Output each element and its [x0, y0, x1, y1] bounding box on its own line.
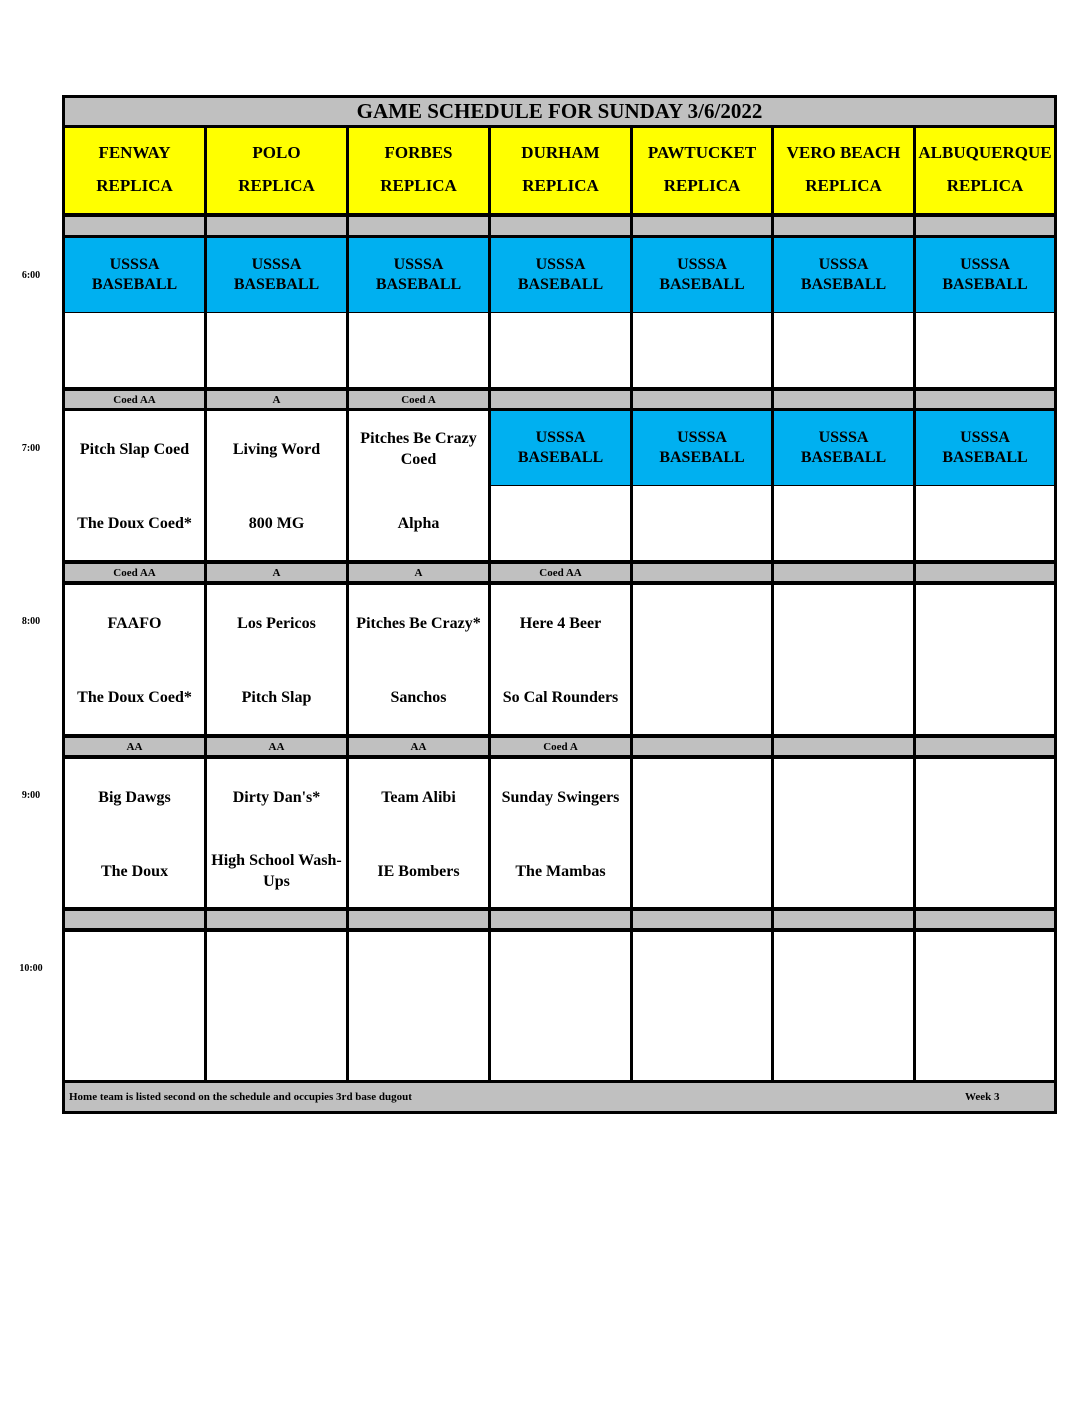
division-text: A: [272, 566, 281, 579]
team-name: FAAFO: [107, 614, 162, 632]
usssa-line: BASEBALL: [375, 276, 462, 293]
team-name: Living Word: [232, 440, 321, 458]
usssa-block: [491, 411, 630, 485]
division-label: [349, 911, 488, 928]
usssa-line: BASEBALL: [517, 449, 604, 466]
team-name: Pitches Be Crazy*: [356, 614, 481, 632]
team-name: Pitch Slap Coed: [79, 440, 190, 458]
usssa-block: [774, 411, 913, 485]
field-name: DURHAM: [521, 143, 600, 162]
home-team: [349, 661, 488, 734]
field-name: PAWTUCKET: [647, 143, 757, 162]
empty-slot: [774, 759, 913, 907]
empty-slot: [491, 932, 630, 1080]
usssa-line: BASEBALL: [659, 276, 745, 293]
field-name: FENWAY: [98, 143, 171, 162]
team-name: High School Wash-Ups: [211, 852, 342, 890]
usssa-line: USSSA: [251, 256, 302, 273]
division-label: [774, 391, 913, 408]
field-header: [349, 128, 488, 213]
empty-slot: [633, 932, 771, 1080]
team-name: The Doux: [100, 862, 169, 880]
empty-slot: [207, 313, 346, 387]
division-label: [774, 911, 913, 928]
division-label: [65, 217, 204, 235]
team-name: So Cal Rounders: [502, 689, 619, 706]
division-label: [774, 564, 913, 581]
field-header: [633, 128, 771, 213]
division-label: [349, 217, 488, 235]
division-text: Coed A: [543, 740, 578, 753]
division-text: AA: [126, 740, 143, 753]
usssa-block: [774, 238, 913, 312]
team-name: Big Dawgs: [98, 788, 171, 806]
division-text: Coed AA: [113, 393, 156, 406]
usssa-block: [65, 238, 204, 312]
home-team: [65, 835, 204, 907]
division-label: [633, 391, 771, 408]
away-team: [349, 759, 488, 835]
field-type: REPLICA: [238, 176, 315, 195]
division-label: [491, 738, 630, 755]
field-type: REPLICA: [805, 176, 882, 195]
usssa-line: USSSA: [960, 256, 1010, 273]
division-text: A: [272, 393, 281, 406]
empty-slot: [774, 486, 913, 560]
division-text: A: [414, 566, 423, 579]
usssa-line: USSSA: [535, 256, 586, 273]
empty-slot: [633, 759, 771, 907]
empty-slot: [207, 932, 346, 1080]
division-label: [491, 391, 630, 408]
empty-slot: [65, 932, 204, 1080]
empty-slot: [633, 486, 771, 560]
division-label: [633, 217, 771, 235]
usssa-line: USSSA: [109, 256, 160, 273]
empty-slot: [916, 313, 1054, 387]
division-label: [491, 911, 630, 928]
time-label: 10:00: [19, 963, 43, 974]
home-team: [207, 661, 346, 734]
field-header: [207, 128, 346, 213]
empty-slot: [774, 313, 913, 387]
division-label: [207, 217, 346, 235]
usssa-block: [633, 411, 771, 485]
empty-slot: [65, 313, 204, 387]
division-label: [207, 391, 346, 408]
field-type: REPLICA: [946, 176, 1024, 195]
usssa-line: USSSA: [677, 429, 727, 446]
usssa-line: BASEBALL: [800, 276, 887, 293]
division-label: [349, 564, 488, 581]
usssa-line: BASEBALL: [91, 276, 178, 293]
field-type: REPLICA: [663, 176, 741, 195]
away-team: [65, 585, 204, 661]
away-team: [491, 759, 630, 835]
empty-slot: [633, 585, 771, 734]
team-name: Pitch Slap: [241, 689, 312, 706]
team-name: Dirty Dan's*: [232, 788, 321, 806]
home-team: [207, 487, 346, 560]
division-label: [65, 911, 204, 928]
away-team: [65, 411, 204, 487]
empty-slot: [349, 313, 488, 387]
team-name: The Mambas: [515, 862, 606, 880]
field-type: REPLICA: [522, 176, 599, 195]
schedule-title: GAME SCHEDULE FOR SUNDAY 3/6/2022: [65, 98, 1054, 125]
team-name: Alpha: [397, 515, 440, 532]
field-header: [774, 128, 913, 213]
team-name: Here 4 Beer: [519, 614, 602, 632]
division-label: [349, 738, 488, 755]
team-name: 800 MG: [248, 515, 305, 532]
usssa-line: BASEBALL: [942, 276, 1028, 293]
field-name: VERO BEACH: [786, 143, 901, 162]
division-text: AA: [268, 740, 285, 753]
usssa-line: BASEBALL: [659, 449, 745, 466]
usssa-block: [207, 238, 346, 312]
field-name: FORBES: [384, 143, 453, 162]
division-label: [916, 738, 1054, 755]
usssa-line: USSSA: [393, 256, 444, 273]
empty-slot: [349, 932, 488, 1080]
division-label: [633, 911, 771, 928]
usssa-block: [491, 238, 630, 312]
division-label: [207, 911, 346, 928]
field-name: POLO: [252, 143, 301, 162]
usssa-line: USSSA: [960, 429, 1010, 446]
team-name: Los Pericos: [237, 614, 316, 632]
division-label: [491, 564, 630, 581]
usssa-line: BASEBALL: [233, 276, 320, 293]
field-type: REPLICA: [96, 176, 173, 195]
time-label: 8:00: [21, 616, 41, 627]
empty-slot: [916, 585, 1054, 734]
usssa-line: USSSA: [535, 429, 586, 446]
usssa-block: [633, 238, 771, 312]
empty-slot: [916, 759, 1054, 907]
home-team: [491, 661, 630, 734]
usssa-line: BASEBALL: [800, 449, 887, 466]
usssa-line: BASEBALL: [517, 276, 604, 293]
home-team: [491, 835, 630, 907]
field-header: [491, 128, 630, 213]
footer-note: Home team is listed second on the schedule and occupies 3rd base dugout: [69, 1091, 412, 1103]
away-team: [349, 411, 488, 487]
division-label: [916, 911, 1054, 928]
usssa-line: BASEBALL: [942, 449, 1028, 466]
division-label: [207, 738, 346, 755]
division-text: Coed A: [401, 393, 436, 406]
team-name: Pitches Be Crazy Coed: [360, 430, 477, 468]
division-label: [633, 564, 771, 581]
home-team: [65, 487, 204, 560]
division-label: [65, 738, 204, 755]
division-text: Coed AA: [113, 566, 156, 579]
empty-slot: [491, 313, 630, 387]
usssa-line: USSSA: [818, 429, 869, 446]
usssa-line: USSSA: [818, 256, 869, 273]
away-team: [491, 585, 630, 661]
field-header: [65, 128, 204, 213]
division-label: [349, 391, 488, 408]
team-name: IE Bombers: [377, 862, 460, 880]
team-name: Team Alibi: [381, 788, 456, 806]
division-label: [633, 738, 771, 755]
usssa-block: [916, 238, 1054, 312]
usssa-block: [349, 238, 488, 312]
time-label: 9:00: [21, 790, 41, 801]
division-label: [65, 391, 204, 408]
empty-slot: [633, 313, 771, 387]
week-label: Week 3: [965, 1091, 1000, 1103]
away-team: [349, 585, 488, 661]
away-team: [207, 759, 346, 835]
time-label: 7:00: [21, 443, 41, 454]
away-team: [65, 759, 204, 835]
field-name: ALBUQUERQUE: [918, 143, 1052, 162]
footer-bar: [65, 1083, 1054, 1111]
home-team: [349, 835, 488, 907]
usssa-line: USSSA: [677, 256, 727, 273]
away-team: [207, 585, 346, 661]
empty-slot: [491, 486, 630, 560]
division-label: [916, 391, 1054, 408]
team-name: Sanchos: [390, 689, 447, 706]
empty-slot: [774, 585, 913, 734]
empty-slot: [774, 932, 913, 1080]
division-label: [774, 738, 913, 755]
team-name: Sunday Swingers: [501, 788, 620, 806]
empty-slot: [916, 932, 1054, 1080]
division-label: [207, 564, 346, 581]
home-team: [207, 835, 346, 907]
empty-slot: [916, 486, 1054, 560]
division-label: [916, 217, 1054, 235]
away-team: [207, 411, 346, 487]
schedule-grid: [62, 95, 1057, 1114]
division-label: [65, 564, 204, 581]
home-team: [65, 661, 204, 734]
time-label: 6:00: [21, 270, 41, 281]
division-text: AA: [410, 740, 427, 753]
team-name: The Doux Coed*: [77, 689, 192, 706]
division-label: [491, 217, 630, 235]
division-text: Coed AA: [539, 566, 582, 579]
usssa-block: [916, 411, 1054, 485]
field-type: REPLICA: [380, 176, 457, 195]
division-label: [916, 564, 1054, 581]
division-label: [774, 217, 913, 235]
field-header: [916, 128, 1054, 213]
home-team: [349, 487, 488, 560]
team-name: The Doux Coed*: [77, 515, 192, 532]
